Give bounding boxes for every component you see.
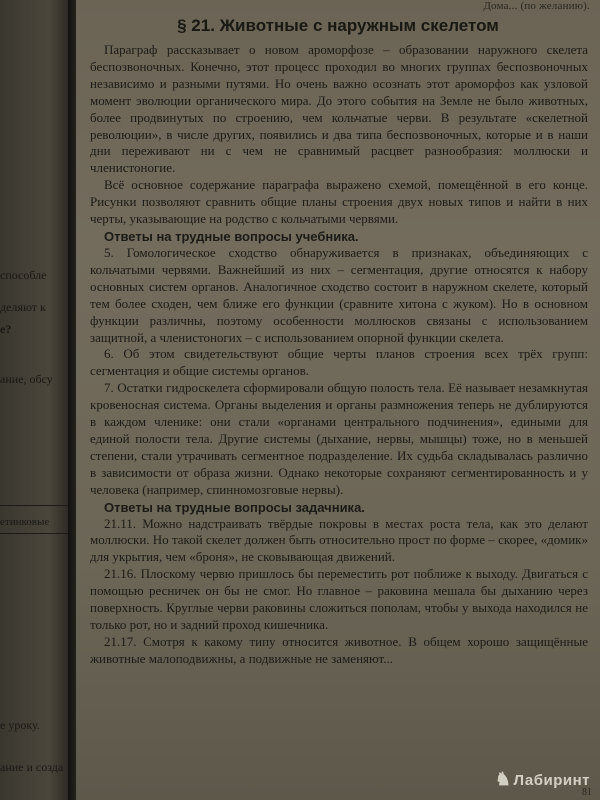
body-paragraph: Всё основное содержание параграфа выражено схемой, помещённой в его конце. Рисунки позволяют сравнить общие планы строения двух новых типов и найти в них черты, указывающие на родство с кольчатыми червями.	[90, 177, 588, 227]
answer-item: 6. Об этом свидетельствуют общие черты планов строения всех трёх групп: сегментация и общие системы органов.	[90, 346, 588, 379]
left-page-edge	[0, 0, 70, 800]
left-fragment: ание, обсу	[0, 372, 53, 386]
textbook-answers-heading: Ответы на трудные вопросы учебника.	[104, 228, 359, 244]
answer-item: 5. Гомологическое сходство обнаруживается в признаках, объединяющих с кольчатыми червями. Важнейший из них – сегментация, другие относятся к набору основных систем органов. Аналогичное сходство состоит в наружном скелете, который тем более сходен, чем ближе его функции (сравните хитона с жуком). Но в основном функции различны, поэтому особенности моллюсков связаны с использованием защитной, а членистоногих – с использованием опорной функции скелета.	[90, 244, 588, 345]
left-rule	[0, 533, 70, 534]
left-fragment: способле	[0, 268, 47, 282]
body-paragraph: Параграф рассказывает о новом ароморфозе – образовании наружного скелета беспозвоночных. Конечно, этот процесс проходил во многих группах беспозвоночных независимо и разными путями. Но очень важно осознать этот ароморфоз как узловой момент эволюции органического мира. До этого события на Земле не было животных, более продвинутых по строению, чем кольчатые черви. В результате «скелетной революции», в числе других, появились и два типа беспозвоночных, которые и в наши дни переживают ни с чем не сравнимый расцвет разнообразия: моллюски и членистоногие.	[90, 42, 588, 176]
left-fragment: е?	[0, 322, 12, 336]
answer-item: 7. Остатки гидроскелета сформировали общую полость тела. Её называет незамкнутая кровеносная система. Органы выделения и органы размножения теперь не дублируются в каждом членике: они стали «органами центрального подчинения», едиными для единой полости тела. Другие системы (дыхание, нервы, мышцы) тоже, но в меньшей степени, стали утрачивать сегментное подразделение. Их судьба складывалась различно в зависимости от образа жизни. Однако некоторые сохраняют сегментированность и у человека (например, спинномозговые нервы).	[90, 380, 588, 497]
answer-item: 21.16. Плоскому червю пришлось бы переместить рот поближе к выходу. Двигаться с помощью ресничек он бы не смог. Но главное – раковина мешала бы дыханию через поверхность. Круглые черви раковины сложиться пополам, чтобы у выхода находился не только рот, но и задний проход кишечника.	[90, 566, 588, 632]
labirint-watermark	[495, 769, 590, 790]
page-body	[90, 42, 588, 668]
page-number: 81	[582, 787, 592, 798]
left-rule	[0, 505, 70, 506]
watermark-text: Лабиринт	[513, 772, 590, 789]
left-fragment: деляют к	[0, 300, 46, 314]
running-header: Дома... (по желанию).	[483, 0, 590, 12]
left-fragment: ание и созда	[0, 760, 64, 774]
answer-item: 21.17. Смотря к какому типу относится животное. В общем хорошо защищённые животные малоподвижны, а подвижные не заменяют...	[90, 633, 588, 666]
book-page	[76, 0, 600, 800]
left-fragment: етинковые	[0, 516, 50, 528]
workbook-answers-heading: Ответы на трудные вопросы задачника.	[104, 499, 365, 515]
answer-item: 21.11. Можно надстраивать твёрдые покровы в местах роста тела, как это делают моллюски. Но такой скелет должен быть относительно прост по форме – скорее, «домик» для укрытия, чем «броня», не сковывающая движений.	[90, 515, 588, 565]
left-fragment: е уроку.	[0, 718, 40, 732]
labirint-logo-icon: ♞	[494, 769, 512, 789]
section-title: § 21. Животные с наружным скелетом	[177, 16, 499, 35]
